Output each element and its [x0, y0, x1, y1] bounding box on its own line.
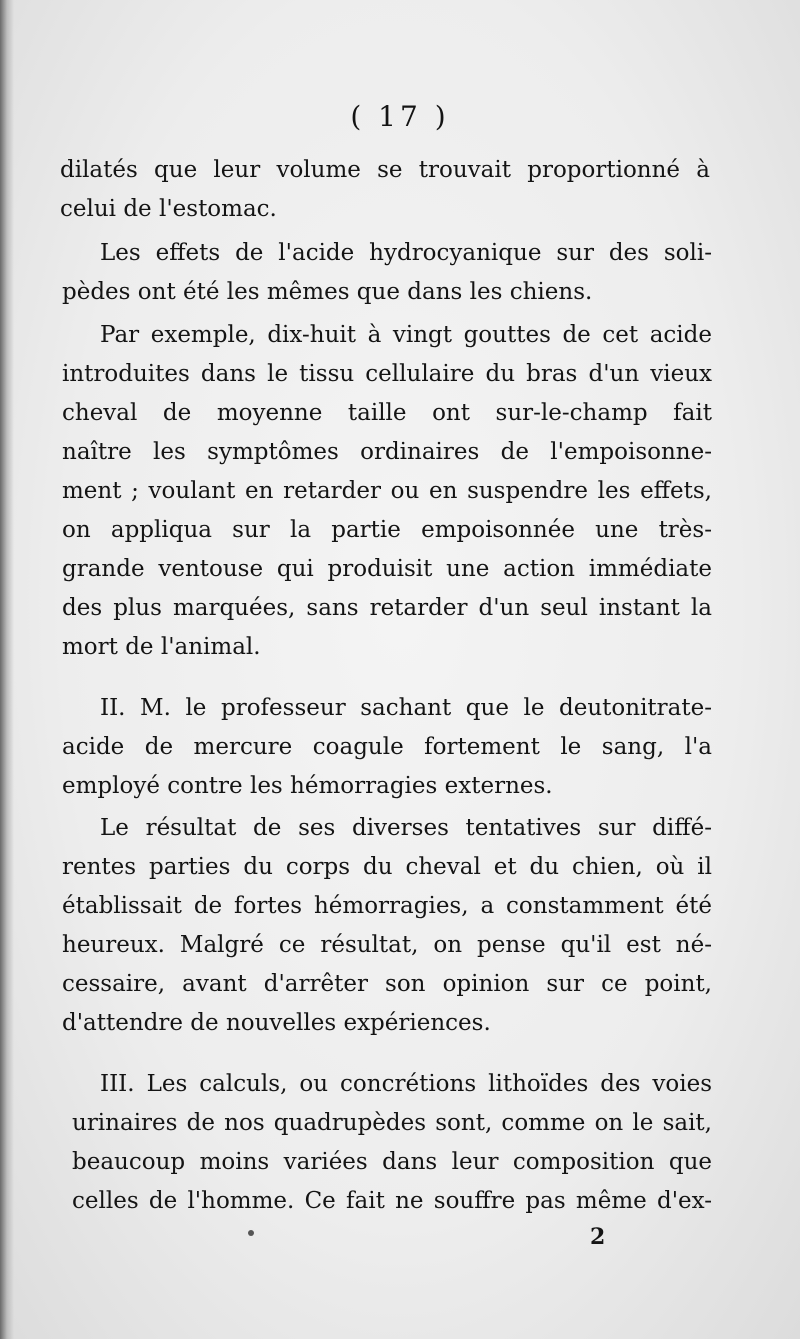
text-line: employé contre les hémorragies externes. [62, 773, 553, 799]
text-line: mort de l'animal. [62, 634, 261, 660]
text-line: beaucoup moins variées dans leur composition que [72, 1149, 712, 1175]
text-line: on appliqua sur la partie empoisonnée une très- [62, 517, 712, 543]
text-line: établissait de fortes hémorragies, a constamment été [62, 893, 712, 919]
text-line: celui de l'estomac. [60, 196, 277, 222]
text-line: II. M. le professeur sachant que le deutonitrate- [100, 695, 712, 721]
text-line: grande ventouse qui produisit une action immédiate [62, 556, 712, 582]
ink-dot [248, 1230, 254, 1236]
text-line: d'attendre de nouvelles expériences. [62, 1010, 491, 1036]
text-line: cheval de moyenne taille ont sur-le-champ fait [62, 400, 712, 426]
signature-mark: 2 [590, 1224, 606, 1250]
text-line: pèdes ont été les mêmes que dans les chiens. [62, 279, 593, 305]
text-line: heureux. Malgré ce résultat, on pense qu'il est né- [62, 932, 712, 958]
text-line: acide de mercure coagule fortement le sang, l'a [62, 734, 712, 760]
text-line: Les effets de l'acide hydrocyanique sur des soli- [100, 240, 712, 266]
text-line: introduites dans le tissu cellulaire du bras d'un vieux [62, 361, 712, 387]
text-line: dilatés que leur volume se trouvait proportionné à [60, 157, 710, 183]
text-line: ment ; voulant en retarder ou en suspendre les effets, [62, 478, 712, 504]
text-line: celles de l'homme. Ce fait ne souffre pas même d'ex- [72, 1188, 712, 1214]
text-line: urinaires de nos quadrupèdes sont, comme on le sait, [72, 1110, 712, 1136]
text-line: naître les symptômes ordinaires de l'empoisonne- [62, 439, 712, 465]
text-line: cessaire, avant d'arrêter son opinion sur ce point, [62, 971, 712, 997]
text-line: des plus marquées, sans retarder d'un seul instant la [62, 595, 712, 621]
text-line: III. Les calculs, ou concrétions lithoïdes des voies [100, 1071, 712, 1097]
text-line: Le résultat de ses diverses tentatives sur diffé- [100, 815, 712, 841]
text-line: Par exemple, dix-huit à vingt gouttes de cet acide [100, 322, 712, 348]
page-gutter-shadow [0, 0, 14, 1339]
page-number: ( 17 ) [350, 100, 450, 133]
text-line: rentes parties du corps du cheval et du chien, où il [62, 854, 712, 880]
